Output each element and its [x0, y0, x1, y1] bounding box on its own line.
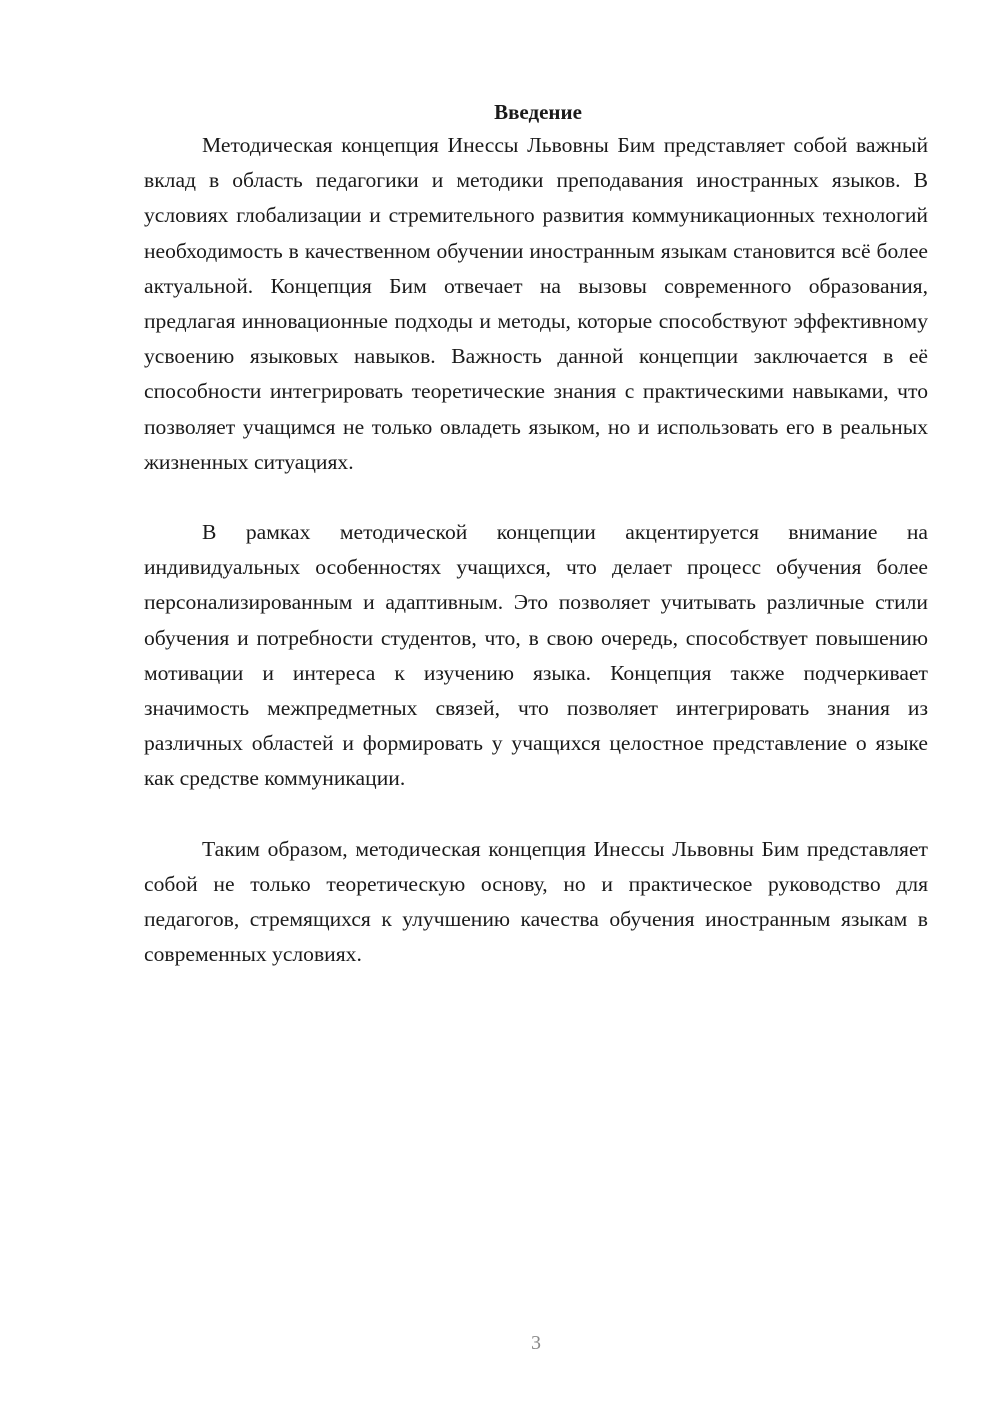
paragraph-conclusion: Таким образом, методическая концепция Инессы Львовны Бим представляет собой не только теоретическую основу, но и практическое руководство для педагогов, стремящихся к улучшению качества обучения иностранным языкам в современных условиях. [144, 836, 928, 967]
section-heading: Введение [494, 100, 582, 124]
paragraph-individual: В рамках методической концепции акцентируется внимание на индивидуальных особенностях учащихся, что делает процесс обучения более персонализированным и адаптивным. Это позволяет учитывать различные стили обучения и потребности студентов, что, в свою очередь, способствует повышению мотивации и интереса к изучению языка. Концепция также подчеркивает значимость межпредметных связей, что позволяет интегрировать знания из различных областей и формировать у учащихся целостное представление о языке как средстве коммуникации. [144, 520, 928, 791]
page-content [144, 96, 928, 972]
page-number: 3 [531, 1332, 541, 1354]
paragraph-intro: Методическая концепция Инессы Львовны Бим представляет собой важный вклад в область педагогики и методики преподавания иностранных языков. В условиях глобализации и стремительного развития коммуникационных технологий необходимость в качественном обучении иностранным языкам становится всё более актуальной. Концепция Бим отвечает на вызовы современного образования, предлагая инновационные подходы и методы, которые способствуют эффективному усвоению языковых навыков. Важность данной концепции заключается в её способности интегрировать теоретические знания с практическими навыками, что позволяет учащимся не только овладеть языком, но и использовать его в реальных жизненных ситуациях. [144, 133, 928, 474]
